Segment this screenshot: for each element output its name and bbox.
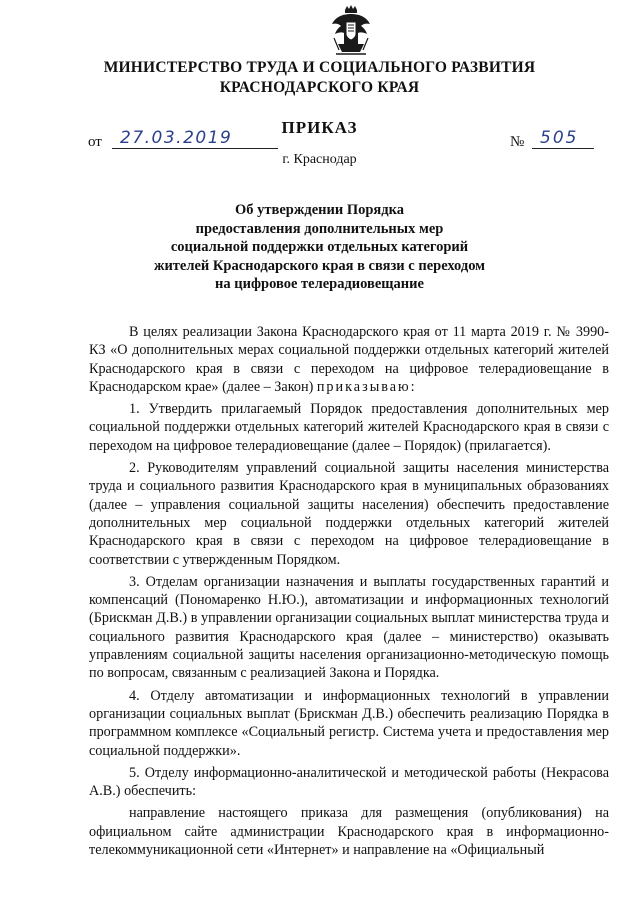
date-label: от [88,134,102,150]
paragraph-1: 1. Утвердить прилагаемый Порядок предоставления дополнительных мер социальной поддержки отдельных категорий жителей Краснодарского края в связи с переходом на цифровое телерадиовещание (далее – Порядок) (прилагается). [89,401,609,454]
title-line: предоставления дополнительных мер [195,220,444,237]
title-line: Об утверждении Порядка [235,202,404,218]
order-number-value: 505 [532,128,594,149]
intro-paragraph [89,323,609,396]
title-line: социальной поддержки отдельных категорий [170,239,469,255]
coat-of-arms-icon [330,4,372,56]
ministry-name [0,58,639,98]
ministry-line-1: МИНИСТЕРСТВО ТРУДА И СОЦИАЛЬНОГО РАЗВИТИЯ [103,59,536,76]
title-line: на цифровое телерадиовещание [215,276,424,292]
city: г. Краснодар [282,152,357,167]
order-date-value: 27.03.2019 [112,128,278,149]
intro-text: В целях реализации Закона Краснодарского края от 11 марта 2019 г. № 3990-КЗ «О дополнительных мерах социальной поддержки отдельных категорий жителей Краснодарского края в связи с переходом на цифровое телерадиовещание в Краснодарском крае» (далее – Закон) [89,324,609,395]
intro-command: приказываю: [316,378,417,395]
paragraph-2: 2. Руководителям управлений социальной защиты населения министерства труда и социального развития Краснодарского края в муниципальных образованиях (далее – управления социальной защиты населения) обеспечить предоставление дополнительных мер социальной поддержки отдельных категорий жителей Краснодарского края в связи с переходом на цифровое телерадиовещание в соответствии с утвержденным Порядком. [89,460,609,568]
ministry-line-2: КРАСНОДАРСКОГО КРАЯ [219,79,420,96]
title-line: жителей Краснодарского края в связи с переходом [153,257,486,274]
paragraph-4: 4. Отделу автоматизации и информационных технологий в управлении организации социальных выплат (Брискман Д.В.) обеспечить реализацию Порядка в программном комплексе «Социальный регистр. Система учета и предоставления мер социальной поддержки». [89,687,609,759]
document-title [0,201,639,294]
document-body [89,323,609,863]
paragraph-6: направление настоящего приказа для размещения (опубликования) на официальном сайте администрации Краснодарского края в информационно-телекоммуникационной сети «Интернет» и направление на «Официальный [89,805,609,859]
order-title: ПРИКАЗ [281,118,358,137]
number-label: № [510,134,525,150]
paragraph-5: 5. Отделу информационно-аналитической и методической работы (Некрасова А.В.) обеспечить: [89,764,609,800]
paragraph-3: 3. Отделам организации назначения и выплаты государственных гарантий и компенсаций (Пономаренко Н.Ю.), автоматизации и информационных технологий (Брискман Д.В.) в управлении организации социальных выплат министерства труда и социального развития Краснодарского края (далее – министерство) оказывать управлениям социальной защиты населения организационно-методическую помощь по вопросам, связанным с реализацией Закона и Порядка. [89,573,609,682]
